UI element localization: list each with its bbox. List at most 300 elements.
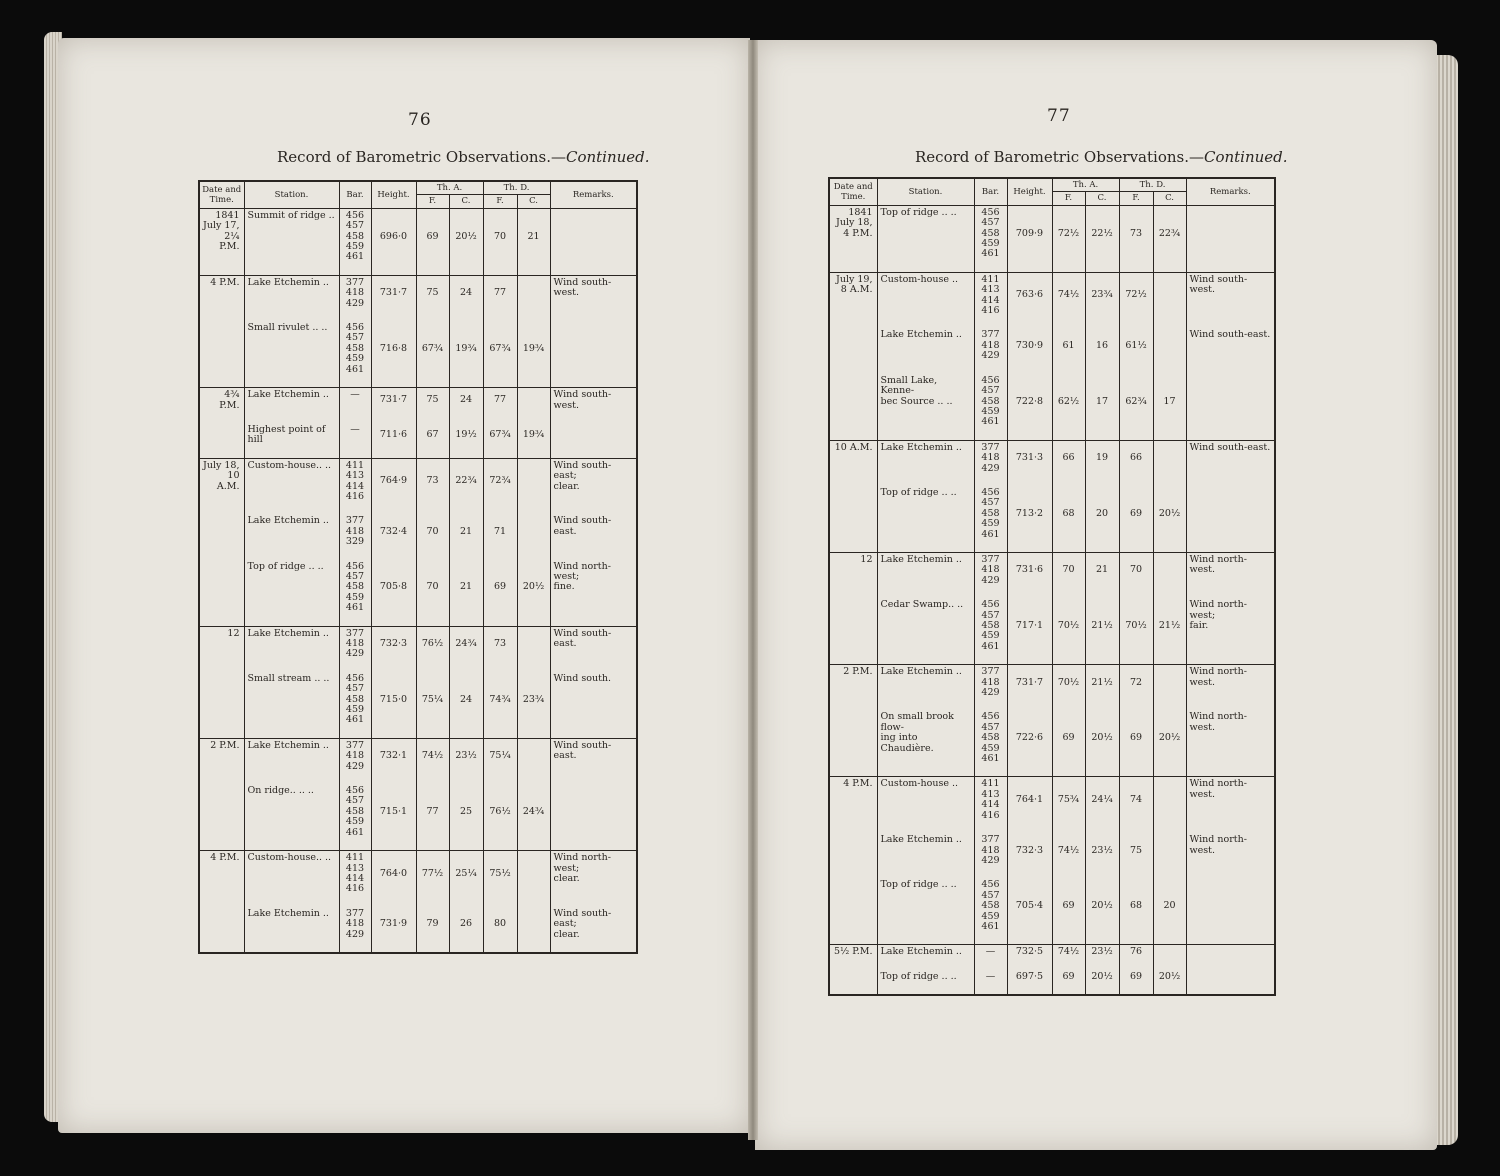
- table-row: [829, 878, 1275, 934]
- spacer-cell: [1186, 934, 1275, 945]
- spacer-cell: [1186, 654, 1275, 665]
- th-d-f-cell: 80: [483, 907, 517, 942]
- spacer-cell: [1119, 654, 1153, 665]
- spacer-cell: [1186, 430, 1275, 441]
- spacer-cell: [1153, 318, 1186, 328]
- row-spacer: [199, 840, 637, 851]
- spacer-cell: [829, 262, 877, 273]
- spacer-cell: [550, 728, 637, 739]
- spacer-cell: [371, 728, 416, 739]
- station-cell: Top of ridge .. ..: [877, 878, 974, 934]
- date-cell: [199, 672, 244, 728]
- spacer-cell: [449, 840, 483, 851]
- spacer-cell: [1186, 542, 1275, 553]
- spacer-cell: [371, 550, 416, 560]
- bar-cell: 456 457 458 459 461: [339, 784, 371, 840]
- spacer-cell: [244, 448, 339, 459]
- th-d-c-cell: [1153, 328, 1186, 363]
- height-cell: 763·6: [1007, 272, 1052, 318]
- title-text: Record of Barometric Observations.—: [277, 148, 566, 166]
- th-d-c-cell: [517, 275, 550, 311]
- station-cell: Top of ridge .. ..: [877, 970, 974, 984]
- spacer-cell: [1085, 934, 1119, 945]
- bar-cell: 377 418 429: [974, 552, 1007, 588]
- spacer-cell: [1007, 700, 1052, 710]
- bar-cell: —: [339, 423, 371, 448]
- spacer-cell: [483, 774, 517, 784]
- th-a-c-cell: 20½: [1085, 710, 1119, 766]
- spacer-cell: [1119, 960, 1153, 970]
- remarks-cell: [1186, 486, 1275, 542]
- th-d-c-cell: [517, 626, 550, 662]
- spacer-cell: [877, 588, 974, 598]
- row-spacer: [199, 662, 637, 672]
- th-a-c-cell: 25¼: [449, 851, 483, 897]
- spacer-cell: [1007, 766, 1052, 777]
- row-spacer: [829, 960, 1275, 970]
- th-d-c-cell: [517, 907, 550, 942]
- spacer-cell: [1153, 262, 1186, 273]
- spacer-cell: [199, 550, 244, 560]
- date-cell: 4 P.M.: [199, 275, 244, 311]
- spacer-cell: [1119, 542, 1153, 553]
- row-spacer: [199, 311, 637, 321]
- remarks-cell: Wind north-west; fair.: [1186, 598, 1275, 654]
- spacer-cell: [244, 265, 339, 276]
- station-cell: Small Lake, Kenne- bec Source .. ..: [877, 374, 974, 430]
- spacer-cell: [1085, 960, 1119, 970]
- spacer-cell: [371, 448, 416, 459]
- th-d-f-cell: 69: [1119, 710, 1153, 766]
- spacer-cell: [416, 840, 449, 851]
- spacer-cell: [449, 448, 483, 459]
- th-d-f-cell: 66: [1119, 440, 1153, 476]
- th-d-f-cell: 77: [483, 275, 517, 311]
- spacer-cell: [199, 448, 244, 459]
- header-date-time: Date and Time.: [199, 181, 244, 208]
- spacer-cell: [829, 823, 877, 833]
- remarks-cell: Wind north-west; fine.: [550, 560, 637, 616]
- spacer-cell: [416, 377, 449, 388]
- title-italic: Continued.: [1203, 148, 1288, 166]
- spacer-cell: [1119, 868, 1153, 878]
- spacer-cell: [416, 662, 449, 672]
- remarks-cell: [1186, 945, 1275, 960]
- bar-cell: 377 418 429: [974, 440, 1007, 476]
- th-d-f-cell: 69: [1119, 486, 1153, 542]
- station-cell: Lake Etchemin ..: [244, 907, 339, 942]
- bar-cell: 456 457 458 459 461: [339, 321, 371, 377]
- spacer-cell: [483, 550, 517, 560]
- spacer-cell: [483, 616, 517, 627]
- spacer-cell: [1119, 934, 1153, 945]
- height-cell: 764·0: [371, 851, 416, 897]
- remarks-cell: Wind south-east; clear.: [550, 907, 637, 942]
- station-cell: Lake Etchemin ..: [244, 514, 339, 549]
- station-cell: Cedar Swamp.. ..: [877, 598, 974, 654]
- date-cell: [829, 598, 877, 654]
- spacer-cell: [339, 840, 371, 851]
- spacer-cell: [829, 654, 877, 665]
- row-spacer: [199, 774, 637, 784]
- spacer-cell: [449, 377, 483, 388]
- th-a-f-cell: 74½: [1052, 272, 1085, 318]
- row-spacer: [199, 897, 637, 907]
- th-a-c-cell: 19¾: [449, 321, 483, 377]
- th-a-f-cell: 67: [416, 423, 449, 448]
- spacer-cell: [244, 942, 339, 953]
- th-a-c-cell: 21: [1085, 552, 1119, 588]
- bar-cell: 377 418 429: [339, 907, 371, 942]
- spacer-cell: [244, 311, 339, 321]
- th-d-f-cell: 75¼: [483, 738, 517, 774]
- station-cell: Custom-house ..: [877, 272, 974, 318]
- remarks-cell: Wind north-west.: [1186, 710, 1275, 766]
- bar-cell: 377 418 329: [339, 514, 371, 549]
- bar-cell: 456 457 458 459 461: [974, 486, 1007, 542]
- th-d-f-cell: 67¾: [483, 423, 517, 448]
- spacer-cell: [550, 774, 637, 784]
- height-cell: 731·7: [371, 275, 416, 311]
- spacer-cell: [517, 377, 550, 388]
- spacer-cell: [1007, 934, 1052, 945]
- spacer-cell: [416, 774, 449, 784]
- row-spacer: [829, 984, 1275, 995]
- header-th-d-f: F.: [1119, 192, 1153, 205]
- spacer-cell: [550, 897, 637, 907]
- spacer-cell: [1007, 868, 1052, 878]
- spacer-cell: [1186, 588, 1275, 598]
- spacer-cell: [1007, 318, 1052, 328]
- bar-cell: 456 457 458 459 461: [339, 560, 371, 616]
- spacer-cell: [877, 542, 974, 553]
- th-a-f-cell: 74½: [416, 738, 449, 774]
- spacer-cell: [339, 448, 371, 459]
- table-row: [199, 907, 637, 942]
- row-spacer: [199, 377, 637, 388]
- spacer-cell: [416, 265, 449, 276]
- th-a-f-cell: 69: [1052, 970, 1085, 984]
- row-spacer: [199, 616, 637, 627]
- station-cell: Lake Etchemin ..: [877, 945, 974, 960]
- spacer-cell: [339, 550, 371, 560]
- header-th-a-f: F.: [1052, 192, 1085, 205]
- height-cell: 713·2: [1007, 486, 1052, 542]
- spacer-cell: [483, 662, 517, 672]
- spacer-cell: [517, 840, 550, 851]
- row-spacer: [829, 823, 1275, 833]
- spacer-cell: [483, 413, 517, 423]
- station-cell: On ridge.. .. ..: [244, 784, 339, 840]
- th-d-c-cell: 20½: [1153, 970, 1186, 984]
- th-a-f-cell: 66: [1052, 440, 1085, 476]
- spacer-cell: [1085, 868, 1119, 878]
- spacer-cell: [416, 616, 449, 627]
- height-cell: 730·9: [1007, 328, 1052, 363]
- remarks-cell: [550, 423, 637, 448]
- spacer-cell: [339, 774, 371, 784]
- header-th-a: Th. A.: [416, 181, 483, 195]
- th-d-c-cell: [1153, 440, 1186, 476]
- table-row: [829, 970, 1275, 984]
- date-cell: 2 P.M.: [829, 665, 877, 701]
- th-a-f-cell: 75: [416, 275, 449, 311]
- row-spacer: [829, 766, 1275, 777]
- spacer-cell: [199, 311, 244, 321]
- spacer-cell: [1153, 984, 1186, 995]
- spacer-cell: [371, 265, 416, 276]
- th-a-c-cell: 20: [1085, 486, 1119, 542]
- spacer-cell: [829, 868, 877, 878]
- th-d-f-cell: 76½: [483, 784, 517, 840]
- date-cell: July 18, 10 A.M.: [199, 458, 244, 504]
- header-remarks: Remarks.: [550, 181, 637, 208]
- spacer-cell: [829, 960, 877, 970]
- header-th-d: Th. D.: [1119, 178, 1186, 192]
- bar-cell: —: [974, 945, 1007, 960]
- header-date-time: Date and Time.: [829, 178, 877, 205]
- spacer-cell: [877, 984, 974, 995]
- spacer-cell: [550, 662, 637, 672]
- remarks-cell: Wind south-west.: [550, 388, 637, 413]
- spacer-cell: [974, 984, 1007, 995]
- spacer-cell: [339, 504, 371, 514]
- spacer-cell: [1153, 430, 1186, 441]
- spacer-cell: [1085, 430, 1119, 441]
- header-bar: Bar.: [339, 181, 371, 208]
- header-th-d-c: C.: [1153, 192, 1186, 205]
- bar-cell: 377 418 429: [974, 328, 1007, 363]
- spacer-cell: [416, 728, 449, 739]
- header-station: Station.: [244, 181, 339, 208]
- spacer-cell: [877, 364, 974, 374]
- bar-cell: 377 418 429: [974, 665, 1007, 701]
- table-row: [199, 423, 637, 448]
- spacer-cell: [339, 413, 371, 423]
- spacer-cell: [829, 318, 877, 328]
- spacer-cell: [517, 662, 550, 672]
- spacer-cell: [974, 262, 1007, 273]
- row-spacer: [829, 654, 1275, 665]
- spacer-cell: [974, 934, 1007, 945]
- th-a-f-cell: 72½: [1052, 205, 1085, 262]
- row-spacer: [829, 364, 1275, 374]
- date-cell: 1841 July 17, 2¼ P.M.: [199, 208, 244, 265]
- row-spacer: [199, 728, 637, 739]
- title-italic: Continued.: [565, 148, 650, 166]
- remarks-cell: Wind south-east.: [1186, 440, 1275, 476]
- row-spacer: [829, 542, 1275, 553]
- th-d-f-cell: 76: [1119, 945, 1153, 960]
- left-page: [58, 38, 750, 1133]
- spacer-cell: [974, 654, 1007, 665]
- spacer-cell: [199, 728, 244, 739]
- header-remarks: Remarks.: [1186, 178, 1275, 205]
- spacer-cell: [1153, 476, 1186, 486]
- th-a-c-cell: 20½: [449, 208, 483, 265]
- page-title: [915, 148, 1288, 166]
- station-cell: Lake Etchemin ..: [877, 552, 974, 588]
- spacer-cell: [339, 311, 371, 321]
- remarks-cell: Wind north-west.: [1186, 777, 1275, 823]
- table-row: [199, 626, 637, 662]
- spacer-cell: [1186, 700, 1275, 710]
- th-d-f-cell: 75½: [483, 851, 517, 897]
- row-spacer: [829, 476, 1275, 486]
- table-body: [199, 208, 637, 953]
- table-row: [199, 784, 637, 840]
- th-a-f-cell: 70½: [1052, 598, 1085, 654]
- date-cell: 1841 July 18, 4 P.M.: [829, 205, 877, 262]
- date-cell: [829, 833, 877, 868]
- station-cell: On small brook flow- ing into Chaudière.: [877, 710, 974, 766]
- th-a-f-cell: 70: [1052, 552, 1085, 588]
- spacer-cell: [974, 823, 1007, 833]
- spacer-cell: [483, 840, 517, 851]
- spacer-cell: [1119, 588, 1153, 598]
- spacer-cell: [1052, 262, 1085, 273]
- height-cell: 716·8: [371, 321, 416, 377]
- page-title: [277, 148, 650, 166]
- row-spacer: [829, 700, 1275, 710]
- date-cell: 10 A.M.: [829, 440, 877, 476]
- spacer-cell: [1186, 984, 1275, 995]
- date-cell: [199, 784, 244, 840]
- remarks-cell: [1186, 970, 1275, 984]
- row-spacer: [199, 550, 637, 560]
- spacer-cell: [244, 897, 339, 907]
- th-a-c-cell: 17: [1085, 374, 1119, 430]
- remarks-cell: Wind north-west; clear.: [550, 851, 637, 897]
- table-row: [829, 272, 1275, 318]
- th-d-c-cell: 21: [517, 208, 550, 265]
- station-cell: Lake Etchemin ..: [244, 388, 339, 413]
- table-row: [199, 388, 637, 413]
- height-cell: 715·1: [371, 784, 416, 840]
- spacer-cell: [371, 897, 416, 907]
- date-cell: 12: [829, 552, 877, 588]
- spacer-cell: [877, 476, 974, 486]
- height-cell: 731·9: [371, 907, 416, 942]
- spacer-cell: [339, 265, 371, 276]
- height-cell: 715·0: [371, 672, 416, 728]
- spacer-cell: [339, 616, 371, 627]
- th-d-c-cell: 17: [1153, 374, 1186, 430]
- th-d-c-cell: [1153, 833, 1186, 868]
- spacer-cell: [244, 377, 339, 388]
- spacer-cell: [1153, 364, 1186, 374]
- spacer-cell: [1186, 823, 1275, 833]
- spacer-cell: [829, 430, 877, 441]
- bar-cell: 411 413 414 416: [974, 777, 1007, 823]
- spacer-cell: [371, 311, 416, 321]
- bar-cell: 456 457 458 459 461: [339, 208, 371, 265]
- date-cell: 2 P.M.: [199, 738, 244, 774]
- th-d-f-cell: 70: [483, 208, 517, 265]
- th-d-c-cell: 20: [1153, 878, 1186, 934]
- table-row: [829, 945, 1275, 960]
- spacer-cell: [550, 840, 637, 851]
- height-cell: 717·1: [1007, 598, 1052, 654]
- spacer-cell: [1119, 430, 1153, 441]
- spacer-cell: [829, 542, 877, 553]
- spacer-cell: [550, 413, 637, 423]
- th-d-c-cell: 22¾: [1153, 205, 1186, 262]
- spacer-cell: [1052, 934, 1085, 945]
- spacer-cell: [244, 504, 339, 514]
- th-d-f-cell: 67¾: [483, 321, 517, 377]
- th-d-f-cell: 72: [1119, 665, 1153, 701]
- th-d-f-cell: 72½: [1119, 272, 1153, 318]
- station-cell: Small rivulet .. ..: [244, 321, 339, 377]
- date-cell: [829, 486, 877, 542]
- height-cell: 709·9: [1007, 205, 1052, 262]
- spacer-cell: [974, 700, 1007, 710]
- row-spacer: [199, 504, 637, 514]
- spacer-cell: [1186, 318, 1275, 328]
- remarks-cell: Wind south-east.: [550, 626, 637, 662]
- spacer-cell: [550, 311, 637, 321]
- spacer-cell: [483, 897, 517, 907]
- remarks-cell: Wind north-west.: [1186, 665, 1275, 701]
- row-spacer: [829, 430, 1275, 441]
- spacer-cell: [1007, 588, 1052, 598]
- row-spacer: [199, 413, 637, 423]
- height-cell: 705·4: [1007, 878, 1052, 934]
- date-cell: [829, 328, 877, 363]
- th-d-c-cell: 23¾: [517, 672, 550, 728]
- spacer-cell: [1153, 934, 1186, 945]
- spacer-cell: [1186, 262, 1275, 273]
- spacer-cell: [483, 448, 517, 459]
- th-a-c-cell: 21½: [1085, 598, 1119, 654]
- th-d-c-cell: [1153, 552, 1186, 588]
- bar-cell: —: [339, 388, 371, 413]
- th-a-c-cell: 19: [1085, 440, 1119, 476]
- table-row: [829, 833, 1275, 868]
- station-cell: Lake Etchemin ..: [877, 328, 974, 363]
- spacer-cell: [1153, 823, 1186, 833]
- spacer-cell: [1153, 654, 1186, 665]
- spacer-cell: [1186, 766, 1275, 777]
- spacer-cell: [1119, 823, 1153, 833]
- spacer-cell: [1119, 364, 1153, 374]
- spacer-cell: [974, 364, 1007, 374]
- spacer-cell: [550, 504, 637, 514]
- station-cell: Top of ridge .. ..: [877, 486, 974, 542]
- spacer-cell: [1085, 700, 1119, 710]
- spacer-cell: [1085, 542, 1119, 553]
- spacer-cell: [877, 960, 974, 970]
- th-d-c-cell: 20½: [517, 560, 550, 616]
- th-d-c-cell: 19¾: [517, 423, 550, 448]
- spacer-cell: [371, 413, 416, 423]
- th-a-f-cell: 75¾: [1052, 777, 1085, 823]
- table-row: [829, 205, 1275, 262]
- th-a-c-cell: 24: [449, 275, 483, 311]
- spacer-cell: [483, 377, 517, 388]
- spacer-cell: [1085, 318, 1119, 328]
- spacer-cell: [483, 311, 517, 321]
- header-th-d-c: C.: [517, 195, 550, 208]
- height-cell: 705·8: [371, 560, 416, 616]
- table-row: [199, 514, 637, 549]
- spacer-cell: [199, 265, 244, 276]
- spacer-cell: [974, 960, 1007, 970]
- bar-cell: 456 457 458 459 461: [974, 710, 1007, 766]
- th-a-f-cell: 68: [1052, 486, 1085, 542]
- row-spacer: [829, 868, 1275, 878]
